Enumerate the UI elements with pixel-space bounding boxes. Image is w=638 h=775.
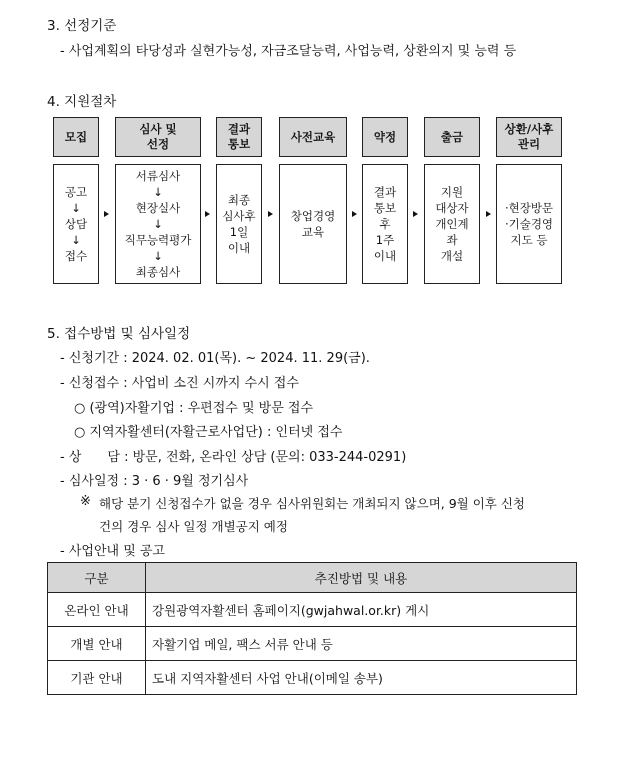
step-6-header: 출금 [424,117,480,157]
step-2-body: 서류심사 ↓ 현장실사 ↓ 직무능력평가 ↓ 최종심사 [115,164,201,284]
note-line-1: 해당 분기 신청접수가 없을 경우 심사위원회는 개최되지 않으며, 9월 이후 신청 [99,496,525,511]
table-cell: 개별 안내 [48,627,146,661]
notice-table [47,562,577,695]
table-header: 추진방법 및 내용 [146,563,577,593]
step-5-body: 결과 통보 후 1주 이내 [362,164,408,284]
arrow-right-icon [352,211,357,217]
step-6-body: 지원 대상자 개인계 좌 개설 [424,164,480,284]
receipt-method-1: ○ (광역)자활기업 : 우편접수 및 방문 접수 [74,401,314,416]
table-cell: 기관 안내 [48,661,146,695]
step-3-header: 결과 통보 [216,117,262,157]
step-1-body: 공고 ↓ 상담 ↓ 접수 [53,164,99,284]
table-cell: 도내 지역자활센터 사업 안내(이메일 송부) [146,661,577,695]
section-3-title: 3. 선정기준 [47,18,117,34]
consultation: - 상 담 : 방문, 전화, 온라인 상담 (문의: 033-244-0291) [60,450,407,465]
table-cell: 자활기업 메일, 팩스 서류 안내 등 [146,627,577,661]
application-receipt: - 신청접수 : 사업비 소진 시까지 수시 접수 [60,376,299,391]
table-header: 구분 [48,563,146,593]
section-4-title: 4. 지원절차 [47,94,117,110]
receipt-method-2: ○ 지역자활센터(자활근로사업단) : 인터넷 접수 [74,425,343,440]
step-5-header: 약정 [362,117,408,157]
table-row [48,593,577,627]
table-cell: 온라인 안내 [48,593,146,627]
section-5-title: 5. 접수방법 및 심사일정 [47,326,191,342]
arrow-right-icon [413,211,418,217]
note-mark: ※ [80,494,91,509]
review-schedule: - 심사일정 : 3 · 6 · 9월 정기심사 [60,474,249,489]
application-period: - 신청기간 : 2024. 02. 01(목). ~ 2024. 11. 29(금). [60,351,370,366]
arrow-right-icon [205,211,210,217]
step-4-header: 사전교육 [279,117,347,157]
step-1-header: 모집 [53,117,99,157]
arrow-right-icon [268,211,273,217]
step-3-body: 최종 심사후 1일 이내 [216,164,262,284]
step-2-header: 심사 및 선정 [115,117,201,157]
table-row [48,627,577,661]
arrow-right-icon [486,211,491,217]
step-7-header: 상환/사후 관리 [496,117,562,157]
notice-title: - 사업안내 및 공고 [60,544,165,559]
arrow-right-icon [104,211,109,217]
note-line-2: 건의 경우 심사 일정 개별공지 예정 [99,519,288,534]
step-7-body: ·현장방문 ·기술경영 지도 등 [496,164,562,284]
table-row [48,661,577,695]
section-3-criteria: - 사업계획의 타당성과 실현가능성, 자금조달능력, 사업능력, 상환의지 및 능력 등 [60,44,517,59]
table-cell: 강원광역자활센터 홈페이지(gwjahwal.or.kr) 게시 [146,593,577,627]
table-header-row [48,563,577,593]
step-4-body: 창업경영 교육 [279,164,347,284]
